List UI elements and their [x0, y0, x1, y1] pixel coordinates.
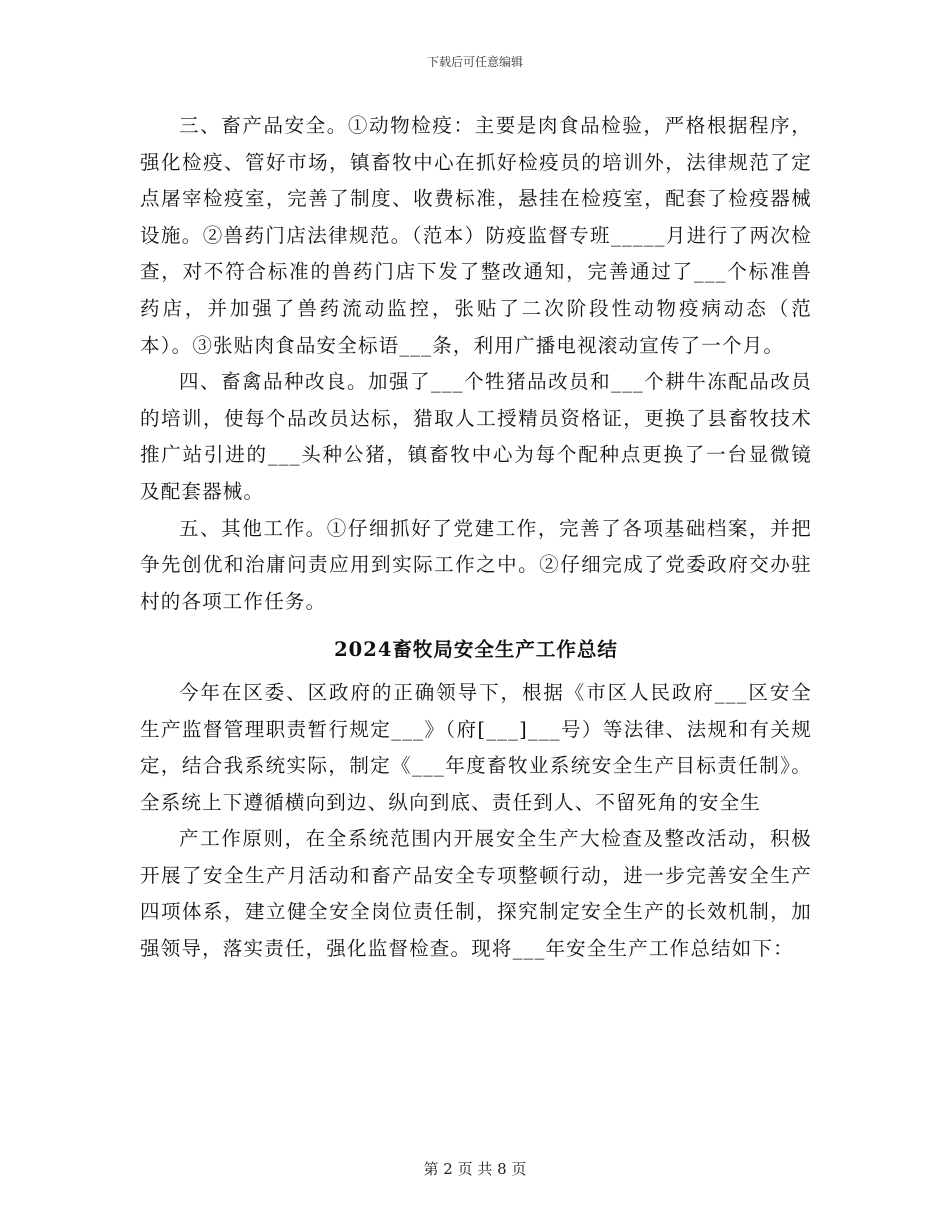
page-header: 下载后可任意编辑: [426, 55, 523, 69]
paragraph-breed-improvement: 四、畜禽品种改良。加强了___个牲猪品改员和___个耕牛冻配品改员的培训，使每个品改员达标，猎取人工授精员资格证，更换了县畜牧技术推广站引进的___头种公猪，镇畜牧中心为每个配种点更换了一台显微镜及配套器械。: [140, 370, 812, 503]
paragraph-animal-product-safety: 三、畜产品安全。①动物检疫：主要是肉食品检验，严格根据程序，强化检疫、管好市场，镇畜牧中心在抓好检疫员的培训外，法律规范了定点屠宰检疫室，完善了制度、收费标准，悬挂在检疫室，配套了检疫器械设施。②兽药门店法律规范。（范本）防疫监督专班_____月进行了两次检查，对不符合标准的兽药门店下发了整改通知，完善通过了___个标准兽药店，并加强了兽药流动监控，张贴了二次阶段性动物疫病动态（范本）。③张贴肉食品安全标语___条，利用广播电视滚动宣传了一个月。: [140, 114, 812, 357]
paragraph-other-work: 五、其他工作。①仔细抓好了党建工作，完善了各项基础档案，并把争先创优和治庸问责应用到实际工作之中。②仔细完成了党委政府交办驻村的各项工作任务。: [140, 516, 812, 613]
section-title: 2024畜牧局安全生产工作总结: [334, 638, 618, 662]
page-number: 第 2 页 共 8 页: [423, 1160, 527, 1178]
paragraph-principles: 产工作原则，在全系统范围内开展安全生产大检查及整改活动，积极开展了安全生产月活动和畜产品安全专项整顿行动，进一步完善安全生产四项体系，建立健全安全岗位责任制，探究制定安全生产的长效机制，加强领导，落实责任，强化监督检查。现将___年安全生产工作总结如下：: [140, 827, 812, 961]
document-body: [140, 108, 812, 968]
paragraph-intro: 今年在区委、区政府的正确领导下，根据《市区人民政府___区安全生产监督管理职责暂行规定___》（府[___]___号）等法律、法规和有关规定，结合我系统实际，制定《___年度畜牧业系统安全生产目标责任制》。全系统上下遵循横向到边、纵向到底、责任到人、不留死角的安全生: [140, 680, 812, 814]
